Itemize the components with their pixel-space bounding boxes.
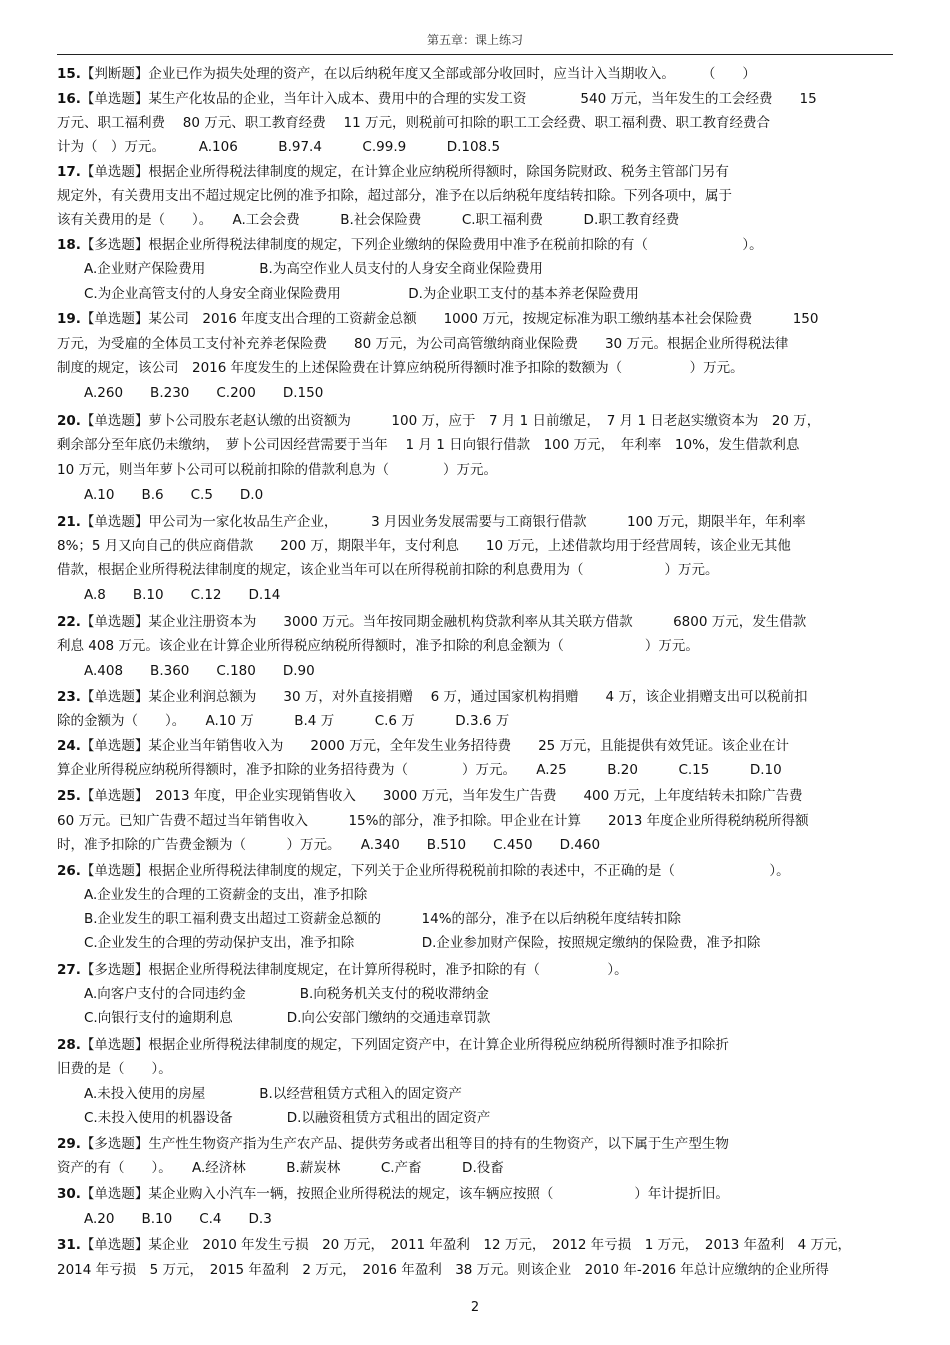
question-line-q19-4: A.260 B.230 C.200 D.150 — [57, 385, 324, 401]
page-header: 第五章：课上练习 — [426, 33, 523, 47]
question-line-q30-2: A.20 B.10 C.4 D.3 — [57, 1211, 272, 1227]
question-line-q22-2: 利息 408 万元。该企业在计算企业所得税应纳税所得额时，准予扣除的利息金额为（ ）万元。 — [57, 638, 699, 654]
question-line-q28-3: A.未投入使用的房屋 B.以经营租赁方式租入的固定资产 — [57, 1086, 462, 1102]
question-line-q22-3: A.408 B.360 C.180 D.90 — [57, 663, 315, 679]
question-line-q20-3: 10 万元，则当年萝卜公司可以税前扣除的借款利息为（ ）万元。 — [57, 462, 497, 478]
question-line-q18-1: 18.【多选题】根据企业所得税法律制度的规定，下列企业缴纳的保险费用中准予在税前扣除的有（ ）。 — [57, 237, 763, 253]
question-line-q16-1: 16.【单选题】某生产化妆品的企业，当年计入成本、费用中的合理的实发工资 540 万元，当年发生的工会经费 15 — [57, 91, 817, 107]
question-line-q20-2: 剩余部分至年底仍未缴纳， 萝卜公司因经营需要于当年 1 月 1 日向银行借款 100 万元， 年利率 10%，发生借款利息 — [57, 437, 800, 453]
question-line-q19-2: 万元，为受雇的全体员工支付补充养老保险费 80 万元，为公司高管缴纳商业保险费 30 万元。根据企业所得税法律 — [57, 336, 789, 352]
question-line-q25-1: 25.【单选题】 2013 年度，甲企业实现销售收入 3000 万元，当年发生广告费 400 万元，上年度结转未扣除广告费 — [57, 788, 803, 804]
question-line-q17-3: 该有关费用的是（ ）。 A.工会会费 B.社会保险费 C.职工福利费 D.职工教育经费 — [57, 212, 680, 228]
question-line-q21-1: 21.【单选题】甲公司为一家化妆品生产企业， 3 月因业务发展需要与工商银行借款 100 万元，期限半年，年利率 — [57, 514, 806, 530]
question-line-q26-3: B.企业发生的职工福利费支出超过工资薪金总额的 14%的部分，准予在以后纳税年度结转扣除 — [57, 911, 682, 927]
question-line-q29-2: 资产的有（ ）。 A.经济林 B.薪炭林 C.产畜 D.役畜 — [57, 1160, 504, 1176]
question-line-q24-2: 算企业所得税应纳税所得额时，准予扣除的业务招待费为（ ）万元。 A.25 B.20 C.15 D.10 — [57, 762, 782, 778]
question-line-q25-2: 60 万元。已知广告费不超过当年销售收入 15%的部分，准予扣除。甲企业在计算 2013 年度企业所得税纳税所得额 — [57, 813, 809, 829]
question-line-q21-2: 8%；5 月又向自己的供应商借款 200 万，期限半年，支付利息 10 万元，上述借款均用于经营周转，该企业无其他 — [57, 538, 791, 554]
question-line-q27-3: C.向银行支付的逾期利息 D.向公安部门缴纳的交通违章罚款 — [57, 1010, 491, 1026]
question-line-q23-2: 除的金额为（ ）。 A.10 万 B.4 万 C.6 万 D.3.6 万 — [57, 713, 510, 729]
question-line-q18-2: A.企业财产保险费用 B.为高空作业人员支付的人身安全商业保险费用 — [57, 261, 543, 277]
question-line-q17-2: 规定外，有关费用支出不超过规定比例的准予扣除，超过部分，准予在以后纳税年度结转扣除。下列各项中，属于 — [57, 188, 732, 204]
header-rule — [57, 54, 893, 55]
question-line-q29-1: 29.【多选题】生产性生物资产指为生产农产品、提供劳务或者出租等目的持有的生物资产，以下属于生产型生物 — [57, 1136, 729, 1152]
question-line-q22-1: 22.【单选题】某企业注册资本为 3000 万元。当年按同期金融机构贷款利率从其关联方借款 6800 万元，发生借款 — [57, 614, 807, 630]
question-line-q28-2: 旧费的是（ ）。 — [57, 1061, 172, 1077]
question-line-q18-3: C.为企业高管支付的人身安全商业保险费用 D.为企业职工支付的基本养老保险费用 — [57, 286, 639, 302]
question-line-q16-3: 计为（ ）万元。 A.106 B.97.4 C.99.9 D.108.5 — [57, 139, 501, 155]
question-line-q27-1: 27.【多选题】根据企业所得税法律制度规定，在计算所得税时，准予扣除的有（ ）。 — [57, 962, 628, 978]
question-line-q26-2: A.企业发生的合理的工资薪金的支出，准予扣除 — [57, 887, 368, 903]
question-line-q30-1: 30.【单选题】某企业购入小汽车一辆，按照企业所得税法的规定，该车辆应按照（ ）年计提折旧。 — [57, 1186, 729, 1202]
question-line-q26-4: C.企业发生的合理的劳动保护支出，准予扣除 D.企业参加财产保险，按照规定缴纳的保险费，准予扣除 — [57, 935, 761, 951]
question-line-q20-1: 20.【单选题】萝卜公司股东老赵认缴的出资额为 100 万，应于 7 月 1 日前缴足， 7 月 1 日老赵实缴资本为 20 万， — [57, 413, 821, 429]
question-line-q21-3: 借款，根据企业所得税法律制度的规定，该企业当年可以在所得税前扣除的利息费用为（ ）万元。 — [57, 562, 719, 578]
question-line-q19-1: 19.【单选题】某公司 2016 年度支出合理的工资薪金总额 1000 万元，按规定标准为职工缴纳基本社会保险费 150 — [57, 311, 819, 327]
question-line-q16-2: 万元、职工福利费 80 万元、职工教育经费 11 万元，则税前可扣除的职工工会经费、职工福利费、职工教育经费合 — [57, 115, 771, 131]
question-line-q21-4: A.8 B.10 C.12 D.14 — [57, 587, 281, 603]
question-line-q19-3: 制度的规定，该公司 2016 年度发生的上述保险费在计算应纳税所得额时准予扣除的数额为（ ）万元。 — [57, 360, 744, 376]
question-line-q20-4: A.10 B.6 C.5 D.0 — [57, 487, 264, 503]
question-line-q27-2: A.向客户支付的合同违约金 B.向税务机关支付的税收滞纳金 — [57, 986, 489, 1002]
question-line-q28-1: 28.【单选题】根据企业所得税法律制度的规定，下列固定资产中，在计算企业所得税应纳税所得额时准予扣除折 — [57, 1037, 729, 1053]
question-line-q31-1: 31.【单选题】某企业 2010 年发生亏损 20 万元， 2011 年盈利 12 万元， 2012 年亏损 1 万元， 2013 年盈利 4 万元， — [57, 1237, 851, 1253]
question-line-q23-1: 23.【单选题】某企业利润总额为 30 万，对外直接捐赠 6 万，通过国家机构捐赠 4 万，该企业捐赠支出可以税前扣 — [57, 689, 808, 705]
question-line-q17-1: 17.【单选题】根据企业所得税法律制度的规定，在计算企业应纳税所得额时，除国务院财政、税务主管部门另有 — [57, 164, 729, 180]
page-number: 2 — [470, 1300, 480, 1315]
question-line-q25-3: 时，准予扣除的广告费金额为（ ）万元。 A.340 B.510 C.450 D.460 — [57, 837, 601, 853]
question-line-q31-2: 2014 年亏损 5 万元， 2015 年盈利 2 万元， 2016 年盈利 38 万元。则该企业 2010 年-2016 年总计应缴纳的企业所得 — [57, 1262, 829, 1278]
question-line-q28-4: C.未投入使用的机器设备 D.以融资租赁方式租出的固定资产 — [57, 1110, 491, 1126]
question-line-q26-1: 26.【单选题】根据企业所得税法律制度的规定，下列关于企业所得税税前扣除的表述中，不正确的是（ ）。 — [57, 863, 790, 879]
question-line-q15-1: 15.【判断题】企业已作为损失处理的资产，在以后纳税年度又全部或部分收回时，应当计入当期收入。 （ ） — [57, 66, 756, 82]
question-line-q24-1: 24.【单选题】某企业当年销售收入为 2000 万元，全年发生业务招待费 25 万元，且能提供有效凭证。该企业在计 — [57, 738, 790, 754]
